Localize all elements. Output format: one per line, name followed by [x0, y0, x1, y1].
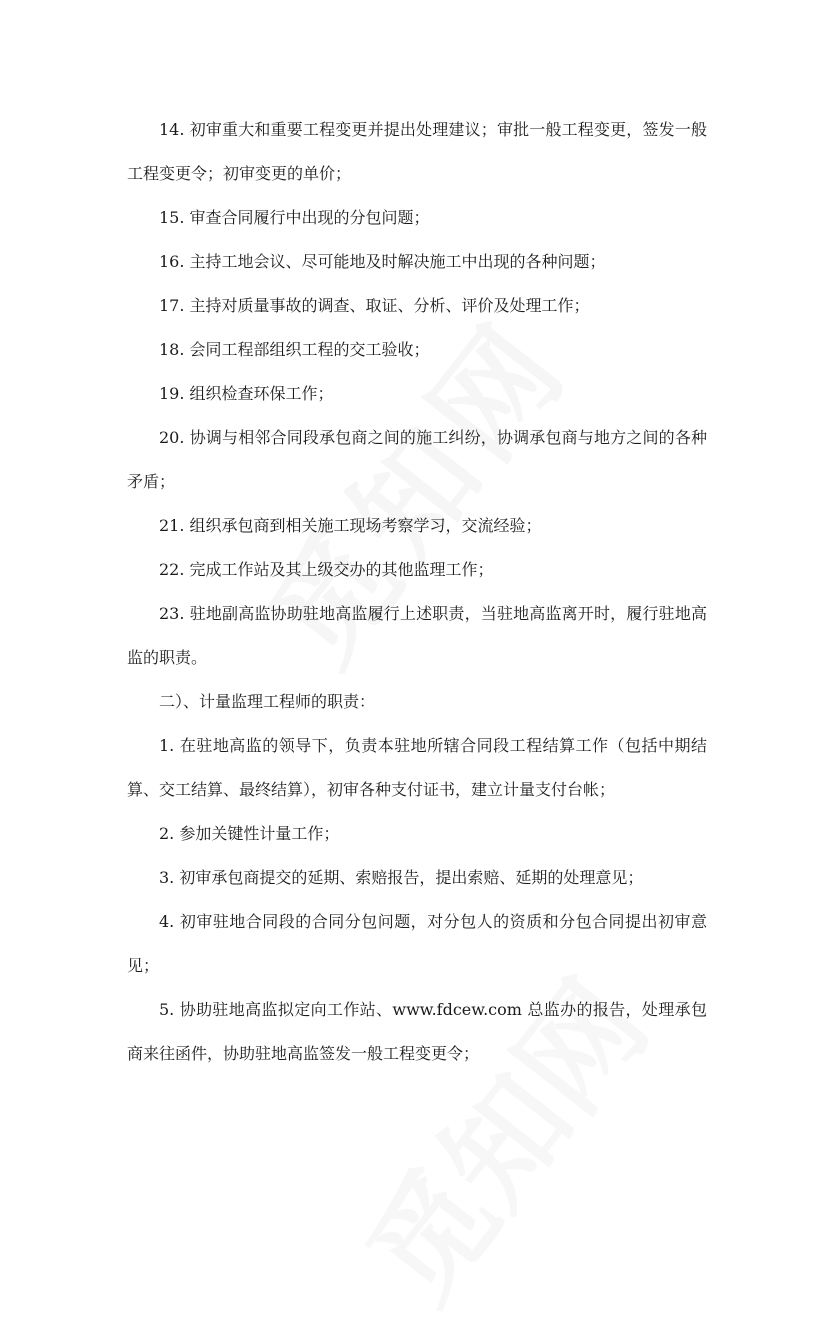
paragraph-item-3: 3. 初审承包商提交的延期、索赔报告，提出索赔、延期的处理意见； — [159, 868, 644, 887]
paragraph-item-4: 4. 初审驻地合同段的合同分包问题，对分包人的资质和分包合同提出初审意见； — [127, 912, 707, 975]
paragraph-item-20: 20. 协调与相邻合同段承包商之间的施工纠纷，协调承包商与地方之间的各种矛盾； — [127, 428, 707, 491]
paragraph-item-1: 1. 在驻地高监的领导下，负责本驻地所辖合同段工程结算工作（包括中期结算、交工结算、最终结算），初审各种支付证书，建立计量支付台帐； — [127, 736, 707, 799]
paragraph-item-16: 16. 主持工地会议、尽可能地及时解决施工中出现的各种问题； — [159, 252, 606, 271]
document-body — [127, 108, 707, 1076]
paragraph-item-14: 14. 初审重大和重要工程变更并提出处理建议；审批一般工程变更，签发一般工程变更令；初审变更的单价； — [127, 120, 707, 183]
paragraph-item-15: 15. 审查合同履行中出现的分包问题； — [159, 208, 430, 227]
section-heading: 二）、计量监理工程师的职责： — [159, 692, 376, 711]
paragraph-item-22: 22. 完成工作站及其上级交办的其他监理工作； — [159, 560, 494, 579]
paragraph-item-21: 21. 组织承包商到相关施工现场考察学习，交流经验； — [159, 516, 542, 535]
paragraph-item-18: 18. 会同工程部组织工程的交工验收； — [159, 340, 430, 359]
paragraph-item-19: 19. 组织检查环保工作； — [159, 384, 334, 403]
paragraph-item-5: 5. 协助驻地高监拟定向工作站、www.fdcew.com 总监办的报告，处理承包商来往函件，协助驻地高监签发一般工程变更令； — [127, 1000, 707, 1063]
paragraph-item-17: 17. 主持对质量事故的调查、取证、分析、评价及处理工作； — [159, 296, 590, 315]
paragraph-item-23: 23. 驻地副高监协助驻地高监履行上述职责，当驻地高监离开时，履行驻地高监的职责。 — [127, 604, 707, 667]
paragraph-item-2: 2. 参加关键性计量工作； — [159, 824, 340, 843]
